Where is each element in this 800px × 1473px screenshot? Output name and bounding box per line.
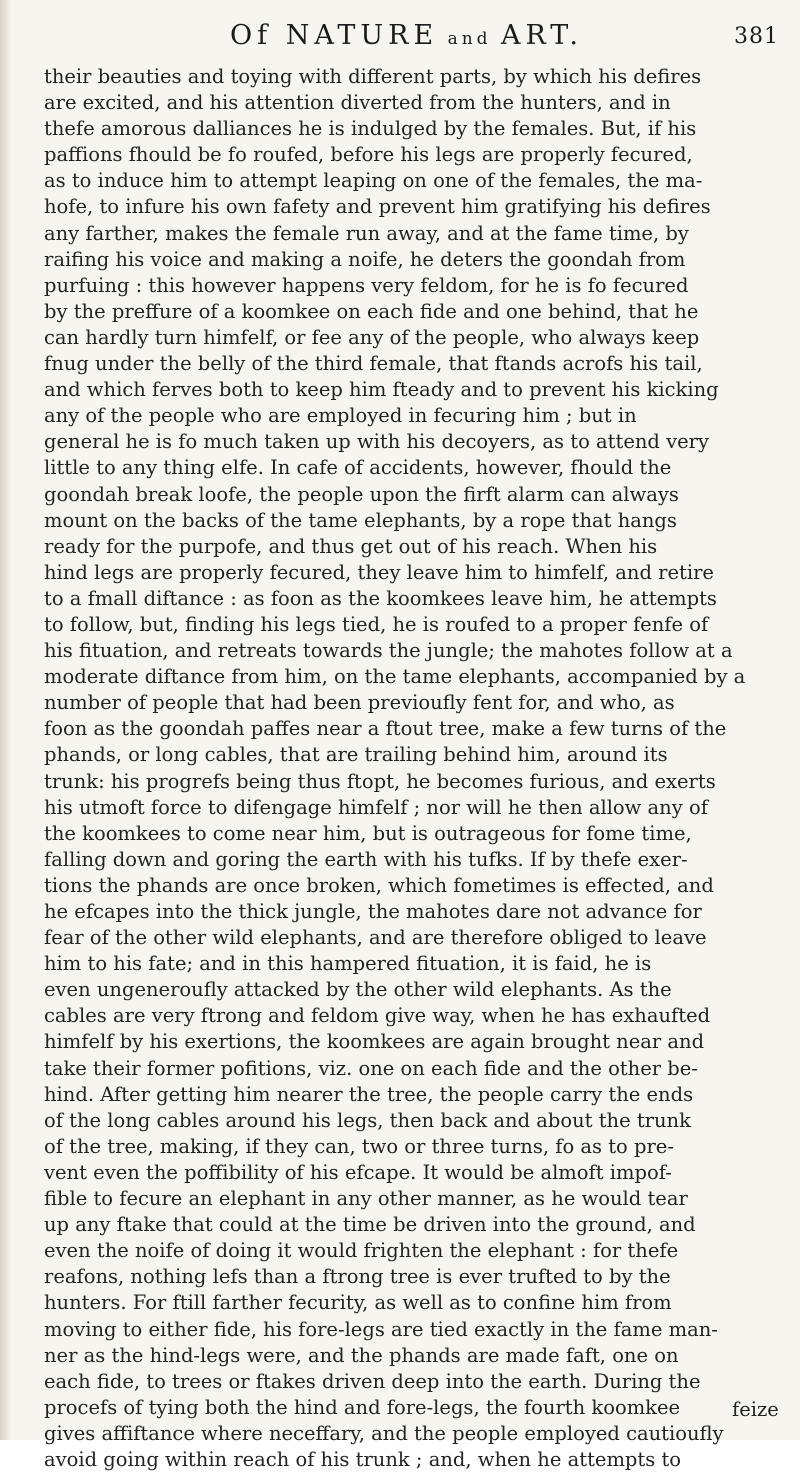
text-line: hind. After getting him nearer the tree, the people carry the ends (44, 1082, 694, 1106)
running-head (230, 20, 583, 51)
catchword: feize (732, 1398, 779, 1421)
text-line: of the long cables around his legs, then back and about the trunk (44, 1108, 691, 1132)
text-line: falling down and goring the earth with his tufks. If by thefe exer- (44, 847, 688, 871)
text-line: to a fmall diftance : as foon as the koomkees leave him, he attempts (44, 586, 717, 610)
text-line: their beauties and toying with different parts, by which his defires (44, 65, 702, 88)
text-line: gives affiftance where neceffary, and the people employed cautioufly (44, 1421, 724, 1445)
text-line: him to his fate; and in this hampered fituation, it is faid, he is (44, 952, 652, 976)
page-number: 381 (734, 24, 779, 49)
text-line: the koomkees to come near him, but is outrageous for fome time, (44, 821, 692, 845)
text-line: ner as the hind-legs were, and the phands are made faft, one on (44, 1343, 679, 1367)
text-line: any of the people who are employed in fecuring him ; but in (44, 404, 637, 428)
text-line: can hardly turn himfelf, or fee any of the people, who always keep (44, 325, 700, 349)
text-line: and which ferves both to keep him fteady and to prevent his kicking (44, 378, 719, 402)
text-line: hind legs are properly fecured, they leave him to himfelf, and retire (44, 560, 714, 584)
text-line: he efcapes into the thick jungle, the mahotes dare not advance for (44, 900, 702, 923)
page-header (0, 18, 800, 66)
text-line: paffions fhould be fo roufed, before his legs are properly fecured, (44, 143, 693, 167)
text-line: raifing his voice and making a noife, he deters the goondah from (44, 247, 686, 271)
text-line: avoid going within reach of his trunk ; and, when he attempts to (44, 1447, 682, 1471)
running-head-word2: ART. (500, 20, 583, 51)
text-line: little to any thing elfe. In cafe of accidents, however, fhould the (44, 456, 672, 480)
text-line: fible to fecure an elephant in any other manner, as he would tear (44, 1187, 688, 1211)
text-line: up any ftake that could at the time be driven into the ground, and (44, 1213, 696, 1237)
text-line: foon as the goondah paffes near a ftout tree, make a few turns of the (44, 717, 727, 741)
text-line: moderate diftance from him, on the tame elephants, accompanied by a (44, 665, 746, 689)
text-line: hofe, to infure his own fafety and prevent him gratifying his defires (44, 195, 711, 219)
text-line: phands, or long cables, that are trailing behind him, around its (44, 743, 668, 767)
text-line: of the tree, making, if they can, two or three turns, fo as to pre- (44, 1134, 674, 1158)
text-line: procefs of tying both the hind and fore-legs, the fourth koomkee (44, 1395, 681, 1419)
text-line: by the preffure of a koomkee on each fide and one behind, that he (44, 299, 699, 323)
text-line: purfuing : this however happens very feldom, for he is fo fecured (44, 273, 689, 297)
text-line: mount on the backs of the tame elephants, by a rope that hangs (44, 508, 677, 532)
text-line: each fide, to trees or ftakes driven deep into the earth. During the (44, 1369, 701, 1393)
text-line: hunters. For ftill farther fecurity, as well as to confine him from (44, 1291, 672, 1315)
text-line: ready for the purpofe, and thus get out of his reach. When his (44, 534, 658, 558)
text-line: thefe amorous dalliances he is indulged by the females. But, if his (44, 117, 697, 141)
text-line: tions the phands are once broken, which fometimes is effected, and (44, 873, 714, 897)
text-line: fear of the other wild elephants, and are therefore obliged to leave (44, 926, 707, 950)
page-gutter (0, 0, 12, 1440)
text-line: himfelf by his exertions, the koomkees are again brought near and (44, 1030, 705, 1054)
text-line: fnug under the belly of the third female, that ftands acrofs his tail, (44, 352, 703, 376)
text-line: cables are very ftrong and feldom give way, when he has exhaufted (44, 1004, 711, 1028)
text-line: vent even the poffibility of his efcape. It would be almoft impof- (44, 1160, 672, 1184)
text-line: are excited, and his attention diverted from the hunters, and in (44, 91, 671, 115)
text-line: number of people that had been previoufly fent for, and who, as (44, 691, 675, 715)
text-line: take their former pofitions, viz. one on each fide and the other be- (44, 1056, 698, 1080)
text-line: goondah break loofe, the people upon the firft alarm can always (44, 482, 679, 506)
running-head-prefix: Of (230, 20, 286, 51)
text-line: to follow, but, finding his legs tied, he is roufed to a proper fenfe of (44, 612, 709, 636)
text-line: any farther, makes the female run away, and at the fame time, by (44, 221, 689, 245)
text-line: trunk: his progrefs being thus ftopt, he becomes furious, and exerts (44, 769, 716, 793)
body-text (44, 64, 772, 1473)
text-line: as to induce him to attempt leaping on one of the females, the ma- (44, 169, 703, 193)
text-line: moving to either fide, his fore-legs are tied exactly in the fame man- (44, 1317, 718, 1341)
text-line: general he is fo much taken up with his decoyers, as to attend very (44, 430, 710, 454)
text-line: reafons, nothing lefs than a ftrong tree is ever trufted to by the (44, 1265, 671, 1289)
running-head-word1: NATURE (285, 20, 439, 51)
running-head-middle: and (438, 29, 501, 49)
text-line: his fituation, and retreats towards the jungle; the mahotes follow at a (44, 639, 733, 663)
text-line: even the noife of doing it would frighten the elephant : for thefe (44, 1239, 679, 1263)
text-line: even ungeneroufly attacked by the other wild elephants. As the (44, 978, 672, 1002)
text-line: his utmoft force to difengage himfelf ; nor will he then allow any of (44, 795, 708, 819)
